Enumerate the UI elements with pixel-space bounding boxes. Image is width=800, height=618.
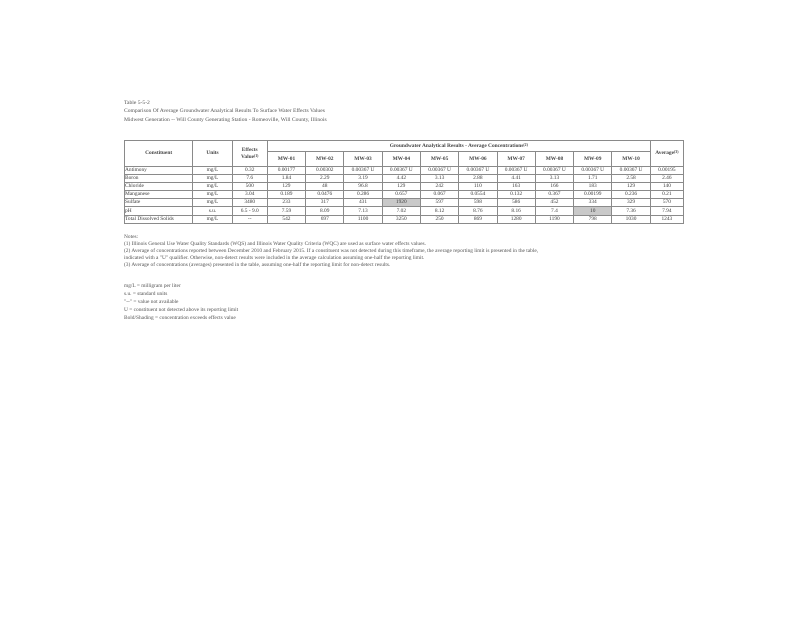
effects-value-cell: 3.04 [232,191,267,199]
well-header: MW-08 [535,152,573,167]
result-cell: 48 [306,183,344,191]
result-cell: 0.367 [535,191,573,199]
result-cell: 0.132 [497,191,535,199]
result-cell: 166 [535,183,573,191]
effects-value-cell: 500 [232,183,267,191]
result-cell: 452 [535,199,573,207]
note-line: Notes: [124,234,139,240]
result-cell: 1030 [612,215,650,223]
table-label: Table 5-5-2 [124,100,150,106]
result-cell: 3.13 [535,175,573,183]
result-cell: 0.236 [612,191,650,199]
result-cell: 0.189 [267,191,305,199]
result-cell: 697 [306,215,344,223]
result-cell: 7.02 [382,207,420,215]
definition-line: U = constituent not detected above its reporting limit [124,307,239,313]
note-line: (1) Illinois General Use Water Quality Standards (WQS) and Illinois Water Quality Criteria (WQC) are used as surface water effects values. [124,241,426,248]
note-line: (3) Average of concentrations (averages) presented in the table, assuming one-half the reporting limit for non-detect results. [124,262,391,269]
result-cell: 2.29 [306,175,344,183]
result-cell: 798 [574,215,612,223]
result-cell: 2.58 [612,175,650,183]
units-cell: mg/L [193,199,232,207]
table-row [125,175,684,183]
definitions [124,282,238,322]
constituent-header: Constituent [125,141,193,167]
result-cell: 317 [306,199,344,207]
result-cell: 3250 [382,215,420,223]
constituent-cell: pH [125,207,193,215]
units-cell: mg/L [193,175,232,183]
well-header: MW-02 [306,152,344,167]
note-line: indicated with a "U" qualifier. Otherwise, non-detect results were included in the average calculation assuming one-half the reporting limit. [124,255,425,262]
table-row [125,199,684,207]
result-cell: 4.41 [497,175,535,183]
definition-line: "--" = value not available [124,299,179,305]
result-cell: 1190 [535,215,573,223]
result-cell: 598 [459,199,497,207]
result-cell: 7.13 [344,207,382,215]
average-cell: 0.00195 [650,167,683,175]
result-cell: 8.09 [306,207,344,215]
result-cell: 586 [497,199,535,207]
result-cell: 0.00177 [267,167,305,175]
result-cell: 1280 [497,215,535,223]
result-cell: 8.16 [497,207,535,215]
effects-value-header: Effects Value$^{(1)}$ [232,141,267,167]
result-cell: 8.12 [420,207,458,215]
well-header: MW-04 [382,152,420,167]
result-cell: 0.00367 U [420,167,458,175]
result-cell: 3.19 [344,175,382,183]
average-cell: 140 [650,183,683,191]
result-cell: 0.00367 U [574,167,612,175]
well-header: MW-09 [574,152,612,167]
result-cell: 1.71 [574,175,612,183]
result-cell: 3.13 [420,175,458,183]
constituent-cell: Manganese [125,191,193,199]
result-cell: 0.0554 [459,191,497,199]
result-cell: 2.88 [459,175,497,183]
result-cell: 0.657 [382,191,420,199]
average-cell: 7.94 [650,207,683,215]
result-cell: 8.76 [459,207,497,215]
table-subtitle: Midwest Generation -- Will County Generating Station - Romeoville, Will County, Illinois [124,116,327,123]
constituent-cell: Total Dissolved Solids [125,215,193,223]
table-row [125,167,684,175]
result-cell: 0.00367 U [382,167,420,175]
constituent-cell: Chloride [125,183,193,191]
effects-value-cell: 3480 [232,199,267,207]
result-cell: 1.84 [267,175,305,183]
result-cell: 0.00367 U [344,167,382,175]
result-cell: 334 [574,199,612,207]
result-cell: 7.59 [267,207,305,215]
result-cell: 0.00199 [574,191,612,199]
definition-line: mg/L = milligram per liter [124,283,181,289]
average-cell: 0.21 [650,191,683,199]
units-cell: mg/L [193,183,232,191]
constituent-cell: Antimony [125,167,193,175]
result-cell: 4.42 [382,175,420,183]
table-row [125,183,684,191]
note-line: (2) Average of concentrations reported between December 2010 and February 2015. If a constituent was not detected during this timeframe, the average reporting limit is presented in the table, [124,248,539,255]
result-cell: 329 [612,199,650,207]
result-cell: 183 [574,183,612,191]
constituent-cell: Boron [125,175,193,183]
units-cell: s.u. [193,207,232,215]
effects-value-cell: -- [232,215,267,223]
result-cell: 163 [497,183,535,191]
result-cell: 0.00302 [306,167,344,175]
result-cell: 0.00367 U [497,167,535,175]
result-cell: 0.067 [420,191,458,199]
result-cell: 96.8 [344,183,382,191]
result-cell: 129 [267,183,305,191]
result-cell: 110 [459,183,497,191]
well-header: MW-10 [612,152,650,167]
notes [124,234,684,269]
result-cell: 7.4 [535,207,573,215]
average-header: Average$^{(3)}$ [650,141,683,167]
result-cell: 1920 [382,199,420,207]
result-cell: 0.00367 U [612,167,650,175]
well-header: MW-06 [459,152,497,167]
definition-line: s.u. = standard units [124,291,168,297]
result-cell: 0.00367 U [535,167,573,175]
average-cell: 570 [650,199,683,207]
table-title: Comparison Of Average Groundwater Analytical Results To Surface Water Effects Values [124,108,325,115]
table-row [125,207,684,215]
well-header: MW-05 [420,152,458,167]
effects-value-cell: 7.6 [232,175,267,183]
result-cell: 10 [574,207,612,215]
result-cell: 0.286 [344,191,382,199]
result-cell: 242 [420,183,458,191]
result-cell: 250 [420,215,458,223]
well-header: MW-03 [344,152,382,167]
units-cell: mg/L [193,167,232,175]
well-header: MW-07 [497,152,535,167]
results-table [124,140,684,224]
result-cell: 597 [420,199,458,207]
result-cell: 0.0476 [306,191,344,199]
average-cell: 1243 [650,215,683,223]
units-cell: mg/L [193,191,232,199]
effects-value-cell: 0.32 [232,167,267,175]
definition-line: Bold/Shading = concentration exceeds effects value [124,315,236,321]
result-cell: 129 [612,183,650,191]
result-cell: 869 [459,215,497,223]
result-cell: 0.00367 U [459,167,497,175]
result-cell: 129 [382,183,420,191]
result-cell: 233 [267,199,305,207]
result-cell: 431 [344,199,382,207]
units-header: Units [193,141,232,167]
group-header: Groundwater Analytical Results - Average Concentrations$^{(2)}$ [267,141,650,152]
effects-value-cell: 6.5 - 9.0 [232,207,267,215]
result-cell: 7.36 [612,207,650,215]
average-cell: 2.46 [650,175,683,183]
result-cell: 542 [267,215,305,223]
table-row [125,191,684,199]
results-body [125,167,684,224]
constituent-cell: Sulfate [125,199,193,207]
table-heading [124,99,327,124]
table-row [125,215,684,223]
well-header: MW-01 [267,152,305,167]
result-cell: 1100 [344,215,382,223]
units-cell: mg/L [193,215,232,223]
